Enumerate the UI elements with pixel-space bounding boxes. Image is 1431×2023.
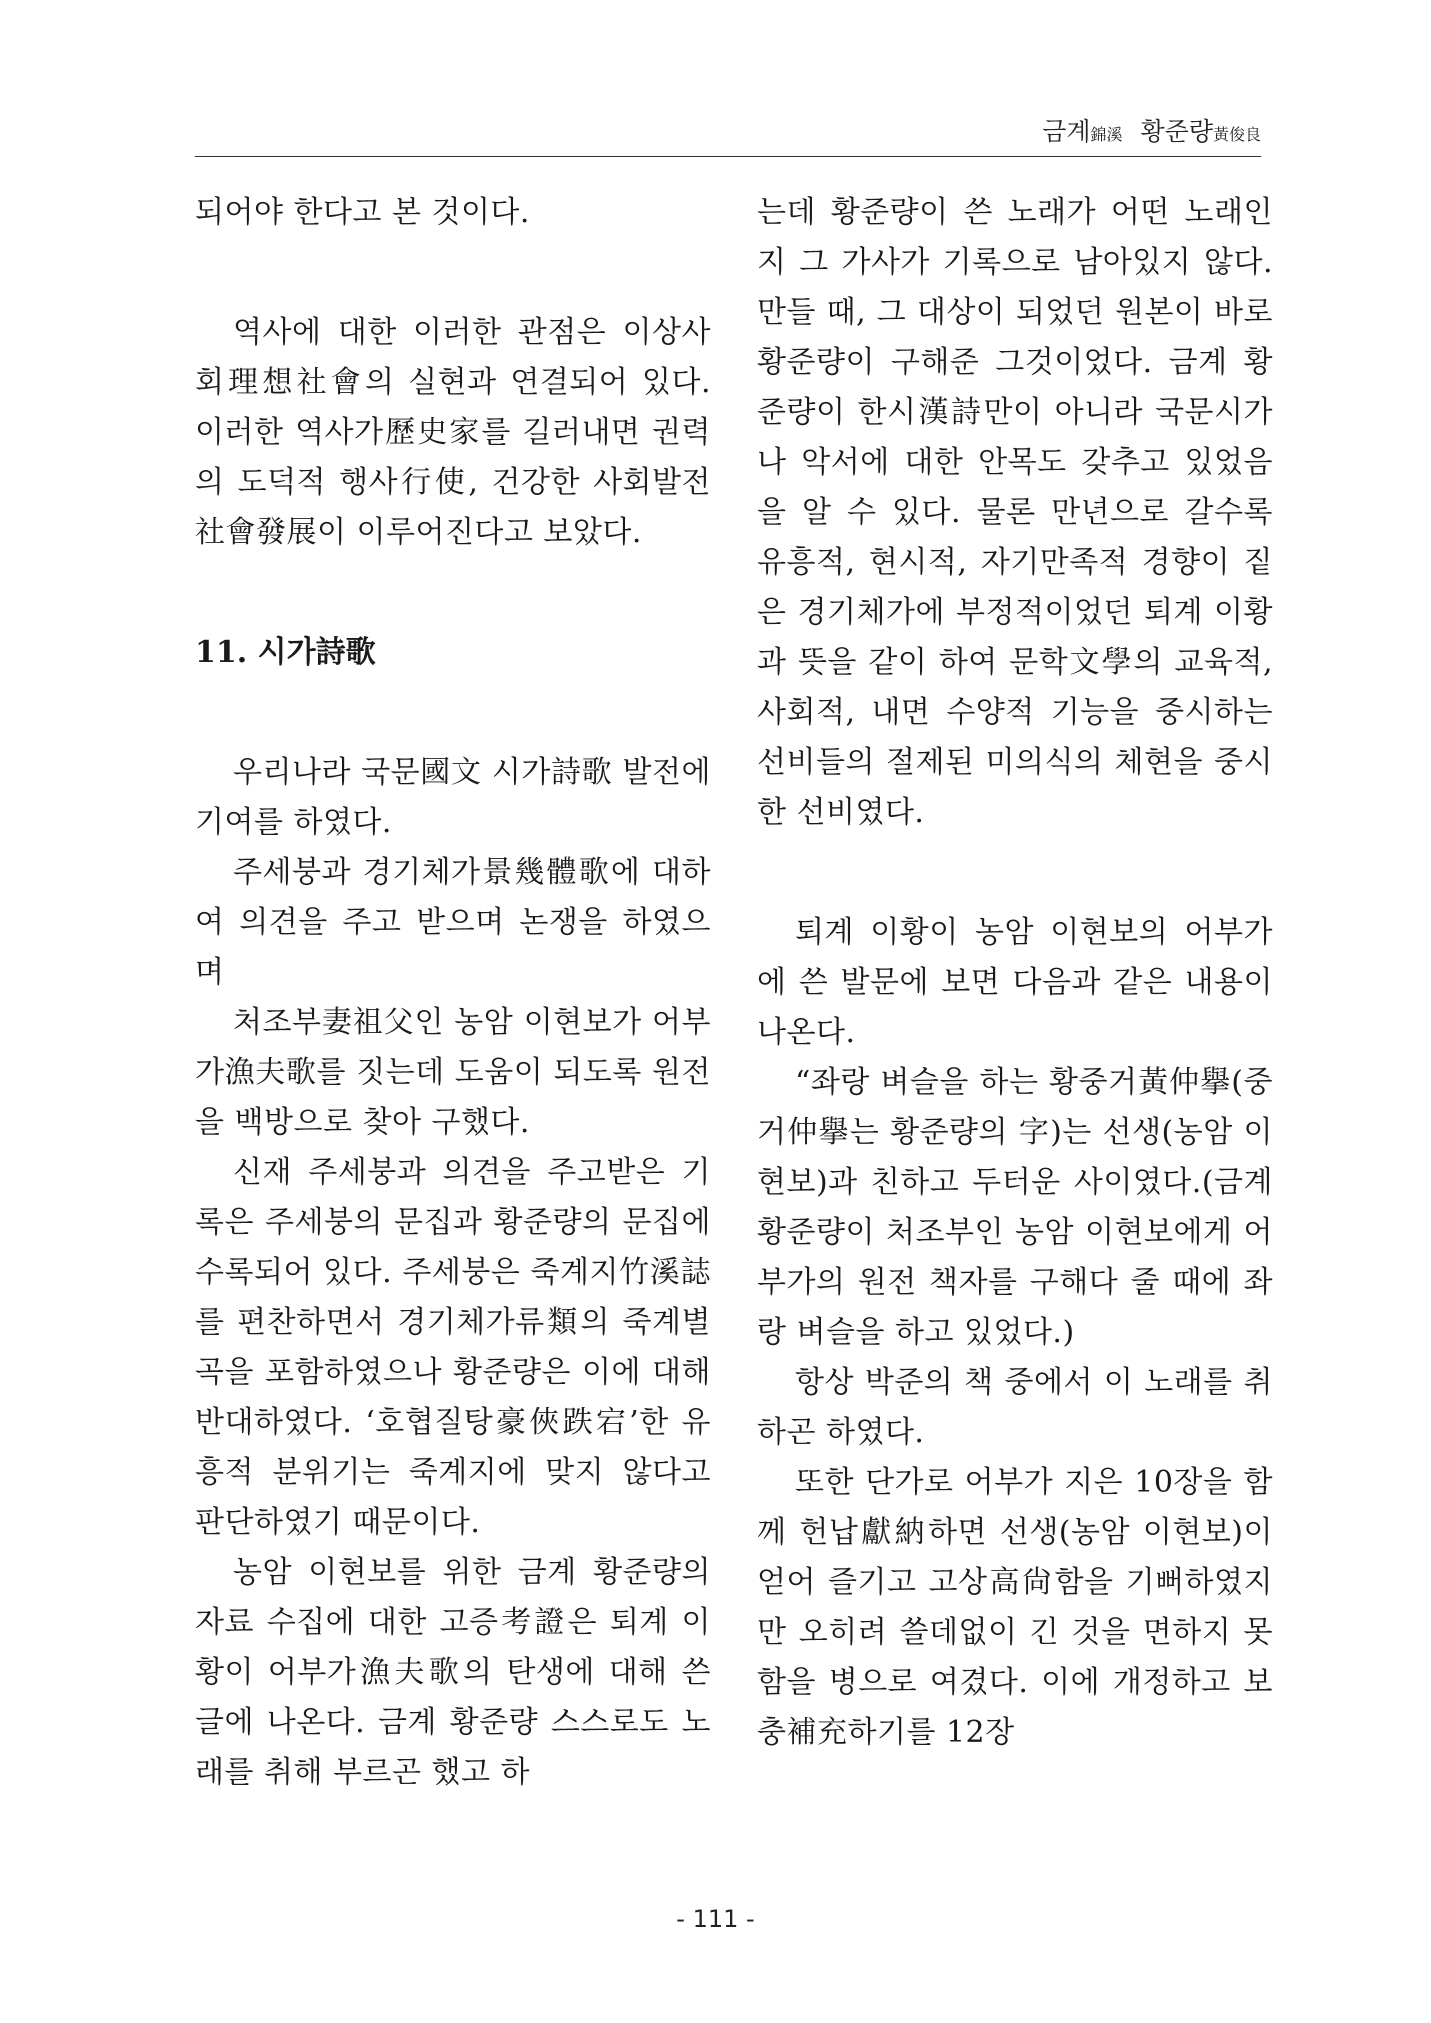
paragraph: 또한 단가로 어부가 지은 10장을 함께 헌납獻納하면 선생(농암 이현보)이 얻어 즐기고 고상高尙함을 기뻐하였지만 오히려 쓸데없이 긴 것을 면하지 못함을 병으로 여겼다. 이에 개정하고 보충補充하기를 12장 bbox=[757, 1465, 1273, 1750]
paragraph: 우리나라 국문國文 시가詩歌 발전에 기여를 하였다. bbox=[195, 755, 711, 840]
page-number: - 111 - bbox=[676, 1905, 755, 1933]
paragraph: 항상 박준의 책 중에서 이 노래를 취하곤 하였다. bbox=[757, 1365, 1273, 1450]
paragraph: 퇴계 이황이 농암 이현보의 어부가에 쓴 발문에 보면 다음과 같은 내용이 나온다. bbox=[757, 915, 1273, 1050]
paragraph: 되어야 한다고 본 것이다. bbox=[195, 195, 530, 230]
paragraph: 신재 주세붕과 의견을 주고받은 기록은 주세붕의 문집과 황준량의 문집에 수록되어 있다. 주세붕은 죽계지竹溪誌를 편찬하면서 경기체가류類의 죽계별곡을 포함하였으나 황준량은 이에 대해 반대하였다. ‘호협질탕豪俠跌宕’한 유흥적 분위기는 죽계지에 맞지 않다고 판단하였기 때문이다. bbox=[195, 1155, 711, 1540]
paragraph: 주세붕과 경기체가景幾體歌에 대하여 의견을 주고 받으며 논쟁을 하였으며 bbox=[195, 855, 711, 990]
running-head-name: 금계 bbox=[1042, 117, 1091, 146]
right-column bbox=[757, 188, 1273, 1758]
running-head-name-2: 황준량 bbox=[1140, 117, 1213, 146]
left-column bbox=[195, 188, 711, 1798]
paragraph: 농암 이현보를 위한 금계 황준량의 자료 수집에 대한 고증考證은 퇴계 이황이 어부가漁夫歌의 탄생에 대해 쓴 글에 나온다. 금계 황준량 스스로도 노래를 취해 부르곤 했고 하 bbox=[195, 1555, 711, 1790]
running-head bbox=[1042, 112, 1261, 148]
paragraph: 역사에 대한 이러한 관점은 이상사회理想社會의 실현과 연결되어 있다. 이러한 역사가歷史家를 길러내면 권력의 도덕적 행사行使, 건강한 사회발전社會發展이 이루어진다고 보았다. bbox=[195, 315, 711, 550]
paragraph: “좌랑 벼슬을 하는 황중거黃仲擧(중거仲擧는 황준량의 字)는 선생(농암 이현보)과 친하고 두터운 사이였다.(금계 황준량이 처조부인 농암 이현보에게 어부가의 원전 책자를 구해다 줄 때에 좌랑 벼슬을 하고 있었다.) bbox=[757, 1065, 1273, 1350]
running-head-hanja: 錦溪 bbox=[1090, 125, 1123, 144]
paragraph: 처조부妻祖父인 농암 이현보가 어부가漁夫歌를 짓는데 도움이 되도록 원전을 백방으로 찾아 구했다. bbox=[195, 1005, 711, 1140]
header-rule bbox=[195, 156, 1261, 157]
section-title: 11. 시가詩歌 bbox=[195, 635, 376, 670]
paragraph: 는데 황준량이 쓴 노래가 어떤 노래인지 그 가사가 기록으로 남아있지 않다. 만들 때, 그 대상이 되었던 원본이 바로 황준량이 구해준 그것이었다. 금계 황준량이 한시漢詩만이 아니라 국문시가나 악서에 대한 안목도 갖추고 있었음을 알 수 있다. 물론 만년으로 갈수록 유흥적, 현시적, 자기만족적 경향이 짙은 경기체가에 부정적이었던 퇴계 이황과 뜻을 같이 하여 문학文學의 교육적, 사회적, 내면 수양적 기능을 중시하는 선비들의 절제된 미의식의 체현을 중시한 선비였다. bbox=[757, 195, 1273, 830]
running-head-hanja-2: 黃俊良 bbox=[1212, 125, 1261, 144]
